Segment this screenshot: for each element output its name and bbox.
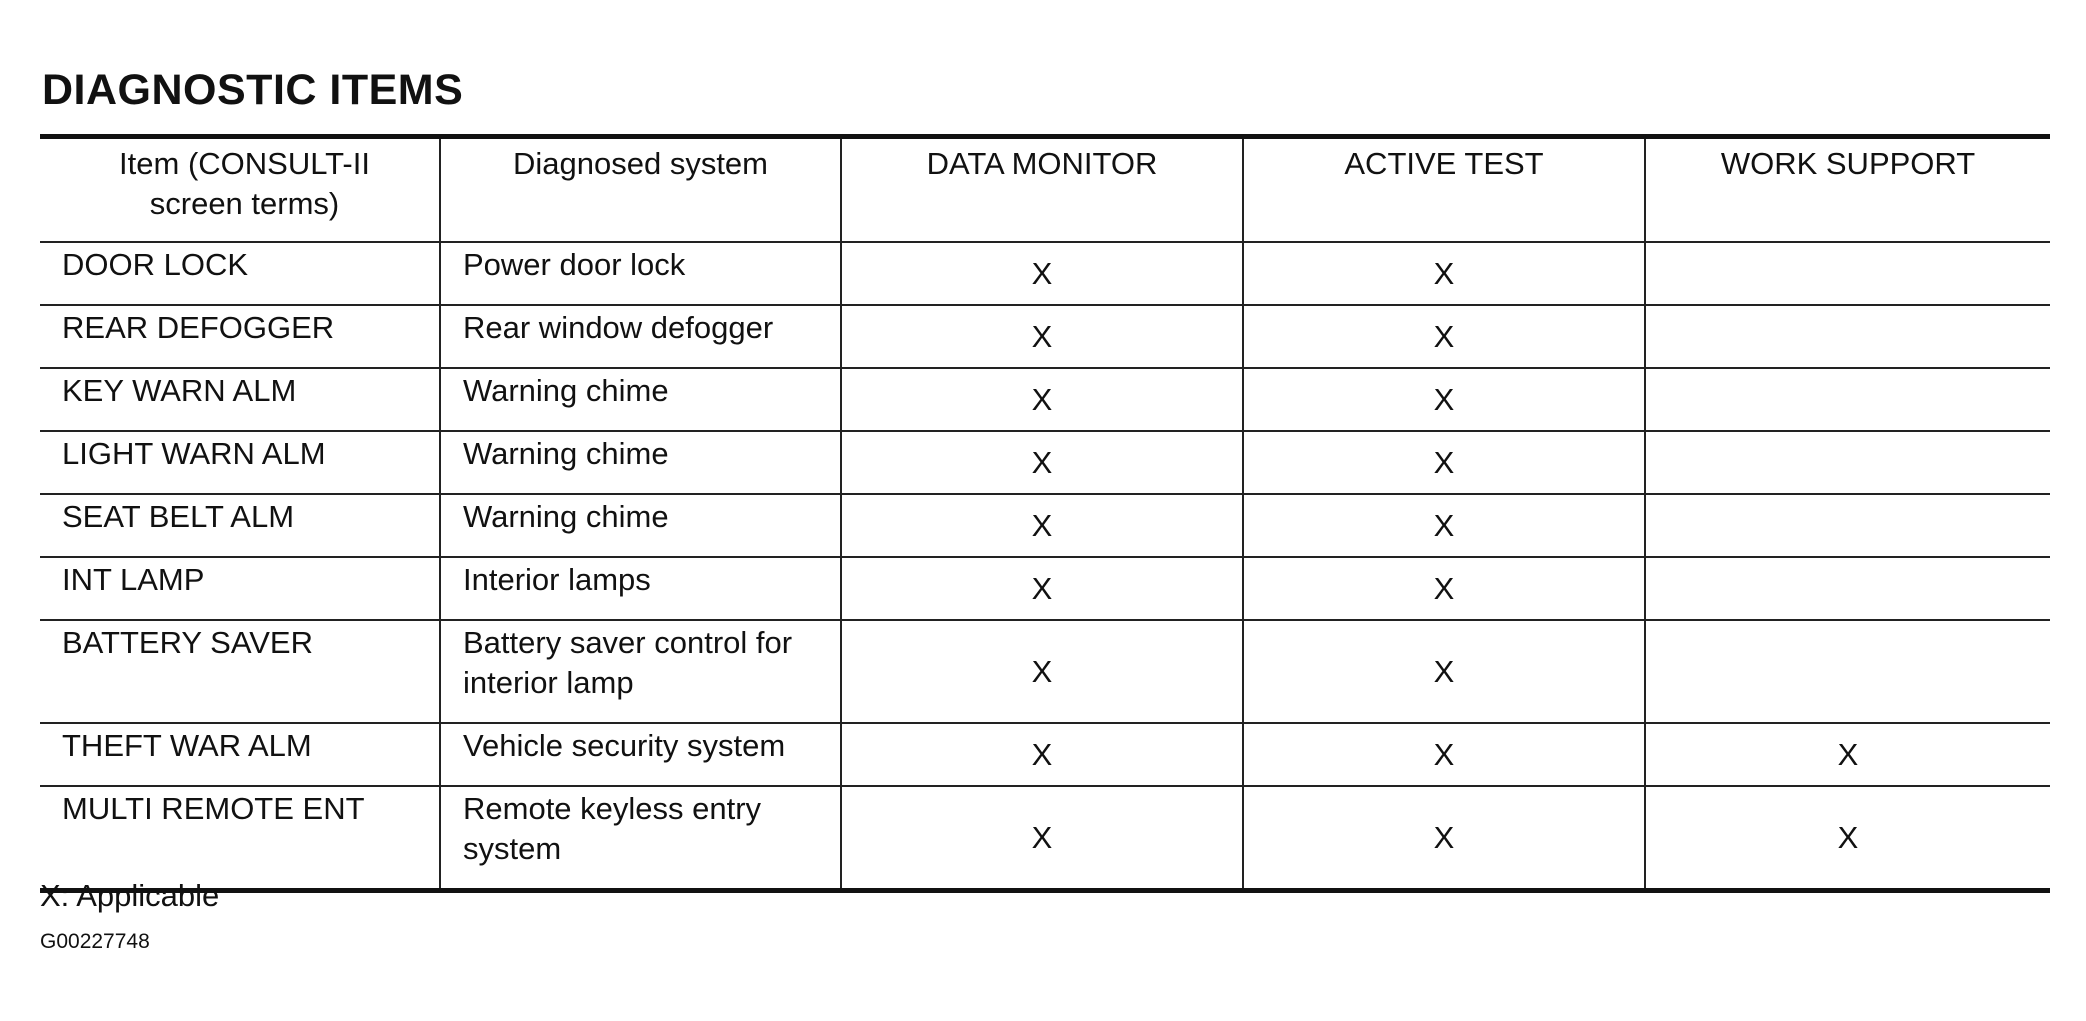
- item-cell: SEAT BELT ALM: [40, 494, 440, 557]
- system-cell: Vehicle security system: [440, 723, 841, 786]
- work-support-cell: [1645, 431, 2050, 494]
- figure-id: G00227748: [40, 930, 150, 953]
- table-header-row: [40, 137, 2050, 243]
- legend-note: X: Applicable: [40, 878, 220, 913]
- data-monitor-cell: X: [841, 620, 1243, 723]
- column-header-work-support: WORK SUPPORT: [1645, 137, 2050, 243]
- table-row: [40, 723, 2050, 786]
- data-monitor-cell: X: [841, 494, 1243, 557]
- column-header-data-monitor: DATA MONITOR: [841, 137, 1243, 243]
- work-support-cell: [1645, 242, 2050, 305]
- data-monitor-cell: X: [841, 431, 1243, 494]
- table-row: [40, 368, 2050, 431]
- data-monitor-cell: X: [841, 242, 1243, 305]
- table-row: [40, 494, 2050, 557]
- work-support-cell: X: [1645, 786, 2050, 891]
- active-test-cell: X: [1243, 242, 1645, 305]
- system-cell: Warning chime: [440, 368, 841, 431]
- item-cell: KEY WARN ALM: [40, 368, 440, 431]
- system-cell: Power door lock: [440, 242, 841, 305]
- active-test-cell: X: [1243, 557, 1645, 620]
- work-support-cell: X: [1645, 723, 2050, 786]
- diagnostic-items-table: [40, 134, 2050, 893]
- system-cell: Interior lamps: [440, 557, 841, 620]
- active-test-cell: X: [1243, 786, 1645, 891]
- item-cell: REAR DEFOGGER: [40, 305, 440, 368]
- system-cell: Rear window defogger: [440, 305, 841, 368]
- table-row: [40, 242, 2050, 305]
- table-row: [40, 305, 2050, 368]
- item-cell: DOOR LOCK: [40, 242, 440, 305]
- column-header-active-test: ACTIVE TEST: [1243, 137, 1645, 243]
- item-cell: INT LAMP: [40, 557, 440, 620]
- item-cell: MULTI REMOTE ENT: [40, 786, 440, 891]
- active-test-cell: X: [1243, 620, 1645, 723]
- active-test-cell: X: [1243, 494, 1645, 557]
- active-test-cell: X: [1243, 368, 1645, 431]
- data-monitor-cell: X: [841, 723, 1243, 786]
- data-monitor-cell: X: [841, 557, 1243, 620]
- system-cell: Remote keyless entry system: [440, 786, 841, 891]
- table-row: [40, 620, 2050, 723]
- work-support-cell: [1645, 305, 2050, 368]
- table-row: [40, 557, 2050, 620]
- table-row: [40, 786, 2050, 891]
- item-cell: BATTERY SAVER: [40, 620, 440, 723]
- system-cell: Warning chime: [440, 494, 841, 557]
- active-test-cell: X: [1243, 305, 1645, 368]
- system-cell: Battery saver control for interior lamp: [440, 620, 841, 723]
- column-header-diagnosed-system: Diagnosed system: [440, 137, 841, 243]
- data-monitor-cell: X: [841, 786, 1243, 891]
- item-cell: THEFT WAR ALM: [40, 723, 440, 786]
- data-monitor-cell: X: [841, 368, 1243, 431]
- item-cell: LIGHT WARN ALM: [40, 431, 440, 494]
- data-monitor-cell: X: [841, 305, 1243, 368]
- work-support-cell: [1645, 557, 2050, 620]
- active-test-cell: X: [1243, 723, 1645, 786]
- work-support-cell: [1645, 368, 2050, 431]
- table-row: [40, 431, 2050, 494]
- system-cell: Warning chime: [440, 431, 841, 494]
- page-title: DIAGNOSTIC ITEMS: [42, 66, 464, 114]
- column-header-item: Item (CONSULT-II screen terms): [40, 137, 440, 243]
- active-test-cell: X: [1243, 431, 1645, 494]
- work-support-cell: [1645, 494, 2050, 557]
- work-support-cell: [1645, 620, 2050, 723]
